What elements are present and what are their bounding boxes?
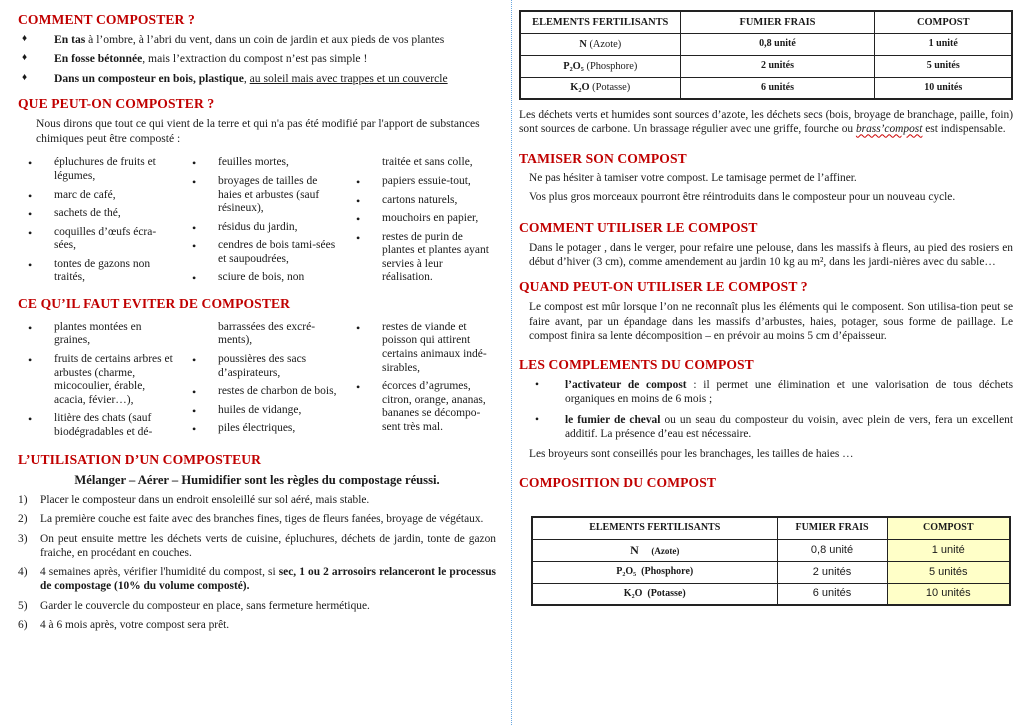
column-2 bbox=[182, 321, 342, 445]
heading-composition: COMPOSITION DU COMPOST bbox=[519, 475, 717, 491]
step-item: 6) 4 à 6 mois après, votre compost sera prêt. bbox=[18, 618, 230, 631]
right-page: ELEMENTS FERTILISANTS FUMIER FRAIS COMPOST N (Azote) 0,8 unité 1 unité P₂O₅ (Phosphore) 2 unités 5 unités K₂O (Potasse) 6 unités 10 unités Les déchets verts et humides sont sources d’azote, les déchets secs (bois, broyage de branchage, paille, foin) sont sources de carbone. Un brassage régulier avec une griffe, fourche ou brass’compost est indispensable. TAMISER SON COMPOST Ne pas hésiter à tamiser votre compost. Le tamisage permet de l’affiner. Vos plus gros morceaux pourront être réintroduits dans le composteur pour un nouveau cycle. COMMENT UTILISER LE COMPOST Dans le potager , dans le verger, pour refaire une pelouse, dans les massifs à fleurs, au pied des rosiers en début d’hiver (3 cm), comme amendement au jardin 10 kg au m², dans les jardi-nières avec du sable… QUAND PEUT-ON UTILISER LE COMPOST ? Le compost est mûr lorsque l’on ne reconnaît plus les éléments qui le composent. Son utilisa-tion peut se faire avant, par un épandage dans les massifs d’arbustes, haies, potager, sous forme de paillage. Le compost finira sa lente décomposition – en prévoir au moins 5 cm d’épaisseur. LES COMPLEMENTS DU COMPOST • l’activateur de compost : il permet une élimination et une valorisation de tous déchets organiques en moins de 6 mois ; • le fumier de cheval ou un seau du composteur du voisin, avec plein de vers, fera un excellent additif. La présence d’eau est nécessaire. Les broyeurs sont conseillés pour les branchages, les tailles de haies … COMPOSITION DU COMPOST ELEMENTS FERTILISANTS FUMIER FRAIS COMPOST N (Azote) 0,8 unité 1 unité P₂O₅ (Phosphore) 2 unités 5 unités K₂O (Potasse) 6 unités 10 unités bbox=[513, 0, 1023, 606]
list-item: • plantes montées en graines, bbox=[18, 321, 178, 348]
list-item: • broyages de tailles de haies et arbustes (sauf résineux), bbox=[182, 175, 342, 216]
step-item: 4) 4 semaines après, vérifier l'humidité du compost, si sec, 1 ou 2 arrosoirs relanceront le processus de compostage (10% du volume composté). bbox=[18, 566, 496, 593]
table-row: N (Azote) 0,8 unité 1 unité bbox=[520, 33, 1012, 55]
table-row: K₂O (Potasse) 6 unités 10 unités bbox=[532, 583, 1010, 605]
heading-tamiser: TAMISER SON COMPOST bbox=[519, 150, 687, 166]
list-item-continued: traitée et sans colle, bbox=[382, 156, 473, 169]
list-item: • restes de viande et poisson qui attirent certains animaux indé-sirables, bbox=[346, 321, 496, 375]
list-item: • poussières des sacs d’aspirateurs, bbox=[182, 353, 342, 380]
list-item: • le fumier de cheval ou un seau du composteur du voisin, avec plein de vers, fera un excellent additif. La présence d’eau est nécessaire. bbox=[529, 413, 1013, 442]
heading-quand: QUAND PEUT-ON UTILISER LE COMPOST ? bbox=[519, 279, 808, 295]
heading-que-composter: QUE PEUT-ON COMPOSTER ? bbox=[18, 96, 215, 112]
left-page bbox=[0, 0, 510, 637]
list-item: • papiers essuie-tout, bbox=[346, 175, 496, 189]
list-item: ♦ Dans un composteur en bois, plastique, au soleil mais avec trappes et un couvercle bbox=[18, 72, 496, 86]
step-item: 1) Placer le composteur dans un endroit ensoleillé sur sol aéré, mais stable. bbox=[18, 494, 370, 507]
list-item: ♦ En tas à l’ombre, à l’abri du vent, dans un coin de jardin et aux pieds de vos plantes bbox=[18, 33, 496, 47]
list-item: • huiles de vidange, bbox=[182, 404, 342, 418]
column-3 bbox=[346, 156, 496, 290]
list-item: • marc de café, bbox=[18, 189, 178, 203]
list-item: • sachets de thé, bbox=[18, 207, 178, 221]
heading-utilisation: L’UTILISATION D’UN COMPOSTEUR bbox=[18, 452, 262, 468]
list-item: • résidus du jardin, bbox=[182, 221, 342, 235]
list-item: • feuilles mortes, bbox=[182, 156, 342, 170]
heading-eviter: CE QU’IL FAUT EVITER DE COMPOSTER bbox=[18, 295, 291, 311]
complements-list bbox=[519, 378, 1013, 441]
list-item: • l’activateur de compost : il permet une élimination et une valorisation de tous déchets organiques en moins de 6 mois ; bbox=[529, 378, 1013, 407]
column-2 bbox=[182, 156, 342, 290]
list-item: • litière des chats (sauf biodégradables et dé- bbox=[18, 412, 178, 439]
table-header-row: ELEMENTS FERTILISANTS FUMIER FRAIS COMPOST bbox=[520, 11, 1012, 33]
page-divider bbox=[511, 0, 512, 725]
list-item: • tontes de gazons non traités, bbox=[18, 258, 178, 285]
sources-paragraph: Les déchets verts et humides sont sources d’azote, les déchets secs (bois, broyage de branchage, paille, foin) sont sources de carbone. Un brassage régulier avec une griffe, fourche ou brass’compost est indispensable. bbox=[519, 109, 1013, 136]
misspelled-word: brass’compost bbox=[855, 123, 923, 136]
heading-comment-composter: COMMENT COMPOSTER ? bbox=[18, 12, 195, 27]
intro-text: Nous dirons que tout ce qui vient de la terre et qui n'a pas été modifié par l'apport de substances chimiques peut être composté : bbox=[36, 117, 480, 145]
composting-methods-list bbox=[18, 33, 496, 86]
list-item: • restes de charbon de bois, bbox=[182, 385, 342, 399]
list-item: • restes de purin de plantes et plantes ayant servies à leur réalisation. bbox=[346, 231, 496, 285]
list-item: • sciure de bois, non bbox=[182, 271, 342, 285]
compostable-items bbox=[18, 156, 496, 290]
column-1 bbox=[18, 321, 178, 445]
step-item: 2) La première couche est faite avec des branches fines, tiges de fleurs fanées, broyage de végétaux. bbox=[18, 513, 484, 526]
column-1 bbox=[18, 156, 178, 290]
table-row: P₂O₅ (Phosphore) 2 unités 5 unités bbox=[532, 561, 1010, 583]
list-item: • mouchoirs en papier, bbox=[346, 212, 496, 226]
list-item: • piles électriques, bbox=[182, 422, 342, 436]
heading-complements: LES COMPLEMENTS DU COMPOST bbox=[519, 357, 754, 373]
step-item: 5) Garder le couvercle du composteur en place, sans fermeture hermétique. bbox=[18, 599, 370, 612]
rules-subtitle: Mélanger – Aérer – Humidifier sont les règles du compostage réussi. bbox=[74, 473, 440, 488]
list-item: • fruits de certains arbres et arbustes (charme, micocoulier, érable, acacia, févier…), bbox=[18, 353, 178, 407]
table-row: P₂O₅ (Phosphore) 2 unités 5 unités bbox=[520, 55, 1012, 77]
fertilizer-table-top bbox=[519, 10, 1013, 100]
list-item: • cendres de bois tami-sées et saupoudrées, bbox=[182, 239, 342, 266]
table-header-row: ELEMENTS FERTILISANTS FUMIER FRAIS COMPOST bbox=[532, 517, 1010, 539]
heading-utiliser: COMMENT UTILISER LE COMPOST bbox=[519, 219, 758, 235]
avoid-items bbox=[18, 321, 496, 445]
table-row: K₂O (Potasse) 6 unités 10 unités bbox=[520, 77, 1012, 99]
list-item: ♦ En fosse bétonnée, mais l’extraction du compost n’est pas simple ! bbox=[18, 52, 496, 66]
table-row: N (Azote) 0,8 unité 1 unité bbox=[532, 539, 1010, 561]
column-3 bbox=[346, 321, 496, 445]
list-item: • coquilles d’œufs écra-sées, bbox=[18, 226, 178, 253]
list-item: • écorces d’agrumes, citron, orange, ananas, bananes se décompo-sent très mal. bbox=[346, 380, 496, 434]
list-item-continued: barrassées des excré-ments), bbox=[218, 320, 316, 347]
list-item: • épluchures de fruits et légumes, bbox=[18, 156, 178, 183]
steps-list bbox=[18, 493, 496, 632]
step-item: 3) On peut ensuite mettre les déchets verts de cuisine, épluchures, déchets de jardin, tonte de gazon fraiche, en procédant en couches. bbox=[18, 532, 496, 559]
fertilizer-table-bottom bbox=[531, 516, 1011, 606]
list-item: • cartons naturels, bbox=[346, 194, 496, 208]
